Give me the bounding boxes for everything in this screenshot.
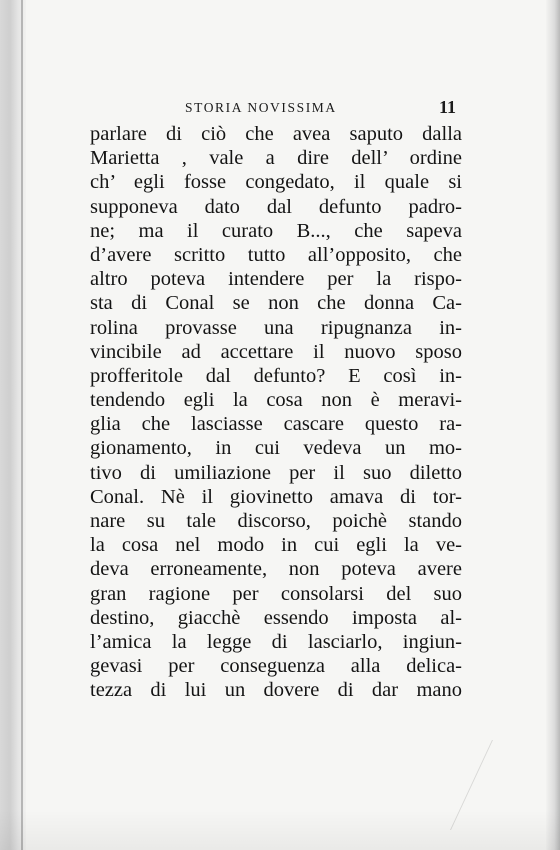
text-line: supponeva dato dal defunto padro- [90, 195, 462, 218]
text-line: destino, giacchè essendo imposta al- [90, 606, 462, 629]
text-line: deva erroneamente, non poteva avere [90, 558, 462, 581]
text-line: gevasi per conseguenza alla delica- [90, 655, 462, 678]
text-line: l’amica la legge di lasciarlo, ingiun- [90, 630, 462, 653]
text-line: ch’ egli fosse congedato, il quale si [90, 171, 462, 194]
text-line: gran ragione per consolarsi del suo [90, 582, 462, 605]
text-line: sta di Conal se non che donna Ca- [90, 292, 462, 315]
text-line: tendendo egli la cosa non è meravi- [90, 389, 462, 412]
text-line: ne; ma il curato B..., che sapeva [90, 219, 462, 242]
running-head [90, 97, 462, 120]
text-line: vincibile ad accettare il nuovo sposo [90, 340, 462, 363]
text-line: Marietta , vale a dire dell’ ordine [90, 147, 462, 170]
text-line: rolina provasse una ripugnanza in- [90, 316, 462, 339]
running-title: STORIA NOVISSIMA [185, 100, 337, 115]
text-line: d’avere scritto tutto all’opposito, che [90, 243, 462, 266]
text-line: glia che lasciasse cascare questo ra- [90, 413, 462, 436]
text-line: parlare di ciò che avea saputo dalla [90, 123, 462, 145]
page-number: 11 [438, 97, 456, 117]
text-line: tezza di lui un dovere di dar mano [90, 679, 462, 702]
page-edge [546, 0, 560, 850]
text-line: altro poteva intendere per la rispo- [90, 268, 462, 291]
body-text [90, 122, 462, 703]
page-gutter [0, 0, 26, 850]
text-line: Conal. Nè il giovinetto amava di tor- [90, 485, 462, 508]
text-line: tivo di umiliazione per il suo diletto [90, 461, 462, 484]
text-line: profferitole dal defunto? E così in- [90, 364, 462, 387]
text-line: la cosa nel modo in cui egli la ve- [90, 534, 462, 557]
text-line: gionamento, in cui vedeva un mo- [90, 437, 462, 460]
text-line: nare su tale discorso, poichè stando [90, 510, 462, 532]
